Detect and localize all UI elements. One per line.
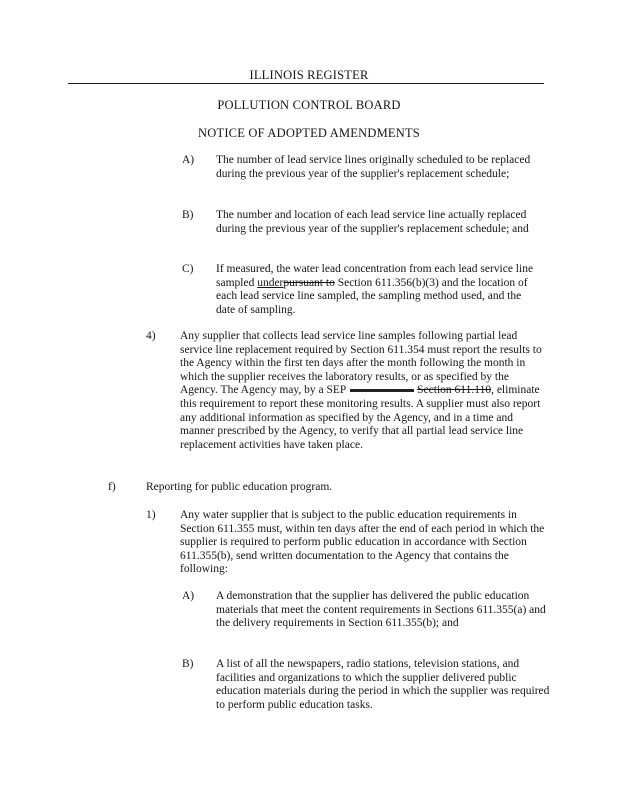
item-label: B) [182, 658, 194, 670]
item-label: C) [182, 263, 194, 275]
board-name: POLLUTION CONTROL BOARD [217, 98, 401, 112]
item-text: A demonstration that the supplier has delivered the public education materials that meet the content requirements in Sections 611.355(a) and the delivery requirements in Section 611.355(b); and [216, 590, 546, 630]
register-title: ILLINOIS REGISTER [249, 68, 369, 82]
text-segment: Any supplier that collects lead service line samples following partial lead service line replacement required by Section 611.354 must report the results to the Agency within the first ten days after the month following the month in which the supplier receives the laboratory results, or as specified by the Agency. The Agency may, by a SEP [180, 330, 542, 397]
text-segment: , eliminate this requirement to report these monitoring results. A supplier must also report any additional information as specified by the Agency, and in a time and manner prescribed by the Agency, to verify that all partial lead service line replacement activities have taken place. [180, 384, 541, 451]
item-label: 4) [146, 330, 156, 342]
deleted-text: pursuant to [283, 276, 335, 289]
deleted-text: Section 611.110 [417, 384, 492, 397]
item-text [180, 330, 546, 452]
item-label: A) [182, 154, 195, 166]
section-label: f) [108, 481, 116, 493]
item-label: 1) [146, 509, 156, 521]
item-text: The number and location of each lead service line actually replaced during the previous year of the supplier's replacement schedule; and [216, 209, 529, 235]
notice-title: NOTICE OF ADOPTED AMENDMENTS [198, 126, 420, 140]
inserted-text: under [257, 276, 284, 289]
section-heading: Reporting for public education program. [146, 481, 333, 493]
item-text: Any water supplier that is subject to the public education requirements in Section 611.355 must, within ten days after the end of each period in which the supplier is required to perform public education in accordance with Section 611.355(b), send written documentation to the Agency that contains the following: [180, 509, 545, 576]
item-text: A list of all the newspapers, radio stations, television stations, and facilities and organizations to which the supplier delivered public education materials during the period in which the supplier was required to perform public education tasks. [216, 658, 550, 711]
item-text [216, 263, 536, 317]
item-text: The number of lead service lines originally scheduled to be replaced during the previous year of the supplier's replacement schedule; [216, 154, 531, 180]
text-segment: If measured, the water lead concentration from each lead service line sampled [216, 263, 534, 289]
text-segment: Section 611.356(b)(3) and the location of each lead service line sampled, the sampling method used, and the date of sampling. [216, 276, 528, 316]
redaction-mark [350, 389, 414, 392]
header-rule [68, 83, 544, 84]
item-label: B) [182, 209, 194, 221]
item-label: A) [182, 590, 195, 602]
